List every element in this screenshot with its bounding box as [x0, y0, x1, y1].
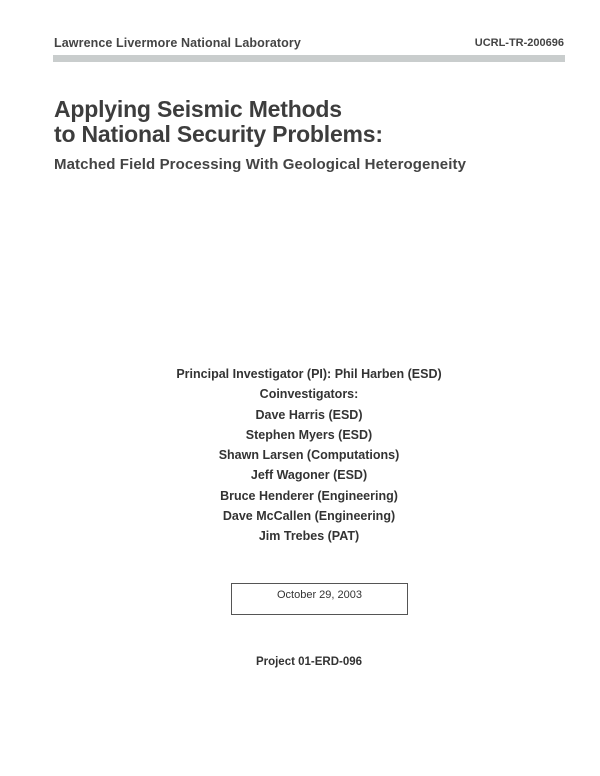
- document-subtitle: Matched Field Processing With Geological Heterogeneity: [54, 156, 467, 173]
- coinvestigator: Dave McCallen (Engineering): [222, 509, 396, 524]
- report-date: October 29, 2003: [276, 589, 362, 601]
- investigators-block: [0, 364, 600, 547]
- coinvestigator: Dave Harris (ESD): [255, 407, 363, 422]
- project-number: Project 01-ERD-096: [255, 656, 363, 668]
- coinvestigators-label: Coinvestigators:: [259, 387, 359, 402]
- coinvestigator: Jim Trebes (PAT): [258, 529, 360, 544]
- document-title: [54, 97, 383, 147]
- header-divider: [53, 55, 565, 62]
- title-line-2: to National Security Problems:: [54, 121, 383, 147]
- title-line-1: Applying Seismic Methods: [54, 96, 342, 122]
- coinvestigator: Bruce Henderer (Engineering): [220, 488, 398, 503]
- organization-name: Lawrence Livermore National Laboratory: [54, 36, 301, 50]
- date-box: [231, 583, 408, 615]
- coinvestigator: Stephen Myers (ESD): [245, 427, 373, 442]
- principal-investigator: Principal Investigator (PI): Phil Harben (ESD): [176, 367, 442, 381]
- coinvestigator: Jeff Wagoner (ESD): [250, 468, 368, 483]
- coinvestigator: Shawn Larsen (Computations): [218, 448, 400, 463]
- report-number: UCRL-TR-200696: [474, 37, 564, 49]
